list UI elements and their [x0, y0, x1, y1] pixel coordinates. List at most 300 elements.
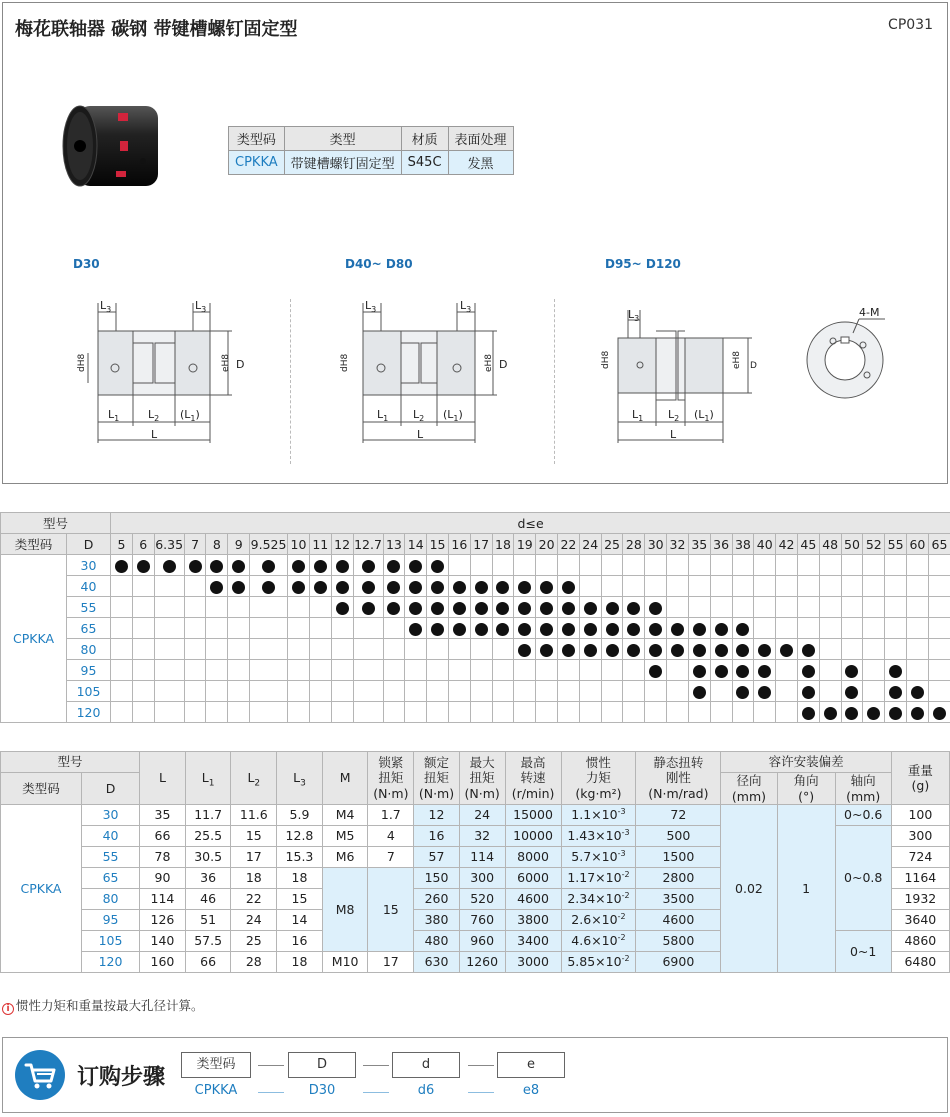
- bore-cell: [797, 618, 819, 639]
- bore-header-type: 类型码: [1, 534, 67, 555]
- bore-cell: [206, 618, 228, 639]
- bore-cell: [754, 639, 776, 660]
- bore-size-header: 45: [797, 534, 819, 555]
- bore-header-range: d≤e: [111, 513, 950, 534]
- dims-weight: 300: [891, 826, 949, 847]
- bore-cell: [206, 660, 228, 681]
- dims-max-torque: 760: [459, 910, 505, 931]
- order-value-d: D30: [308, 1083, 336, 1098]
- bore-cell: [154, 660, 184, 681]
- order-field-d[interactable]: D: [288, 1052, 356, 1078]
- dims-l: 78: [140, 847, 186, 868]
- dims-weight: 1164: [891, 868, 949, 889]
- bore-cell: [448, 555, 470, 576]
- available-mark: [387, 560, 400, 573]
- dims-max-speed: 15000: [505, 805, 561, 826]
- bore-cell: [184, 681, 206, 702]
- bore-cell: [111, 702, 133, 723]
- bore-cell: [885, 576, 907, 597]
- bore-cell: [623, 555, 645, 576]
- bore-cell: [331, 555, 353, 576]
- bore-cell: [154, 639, 184, 660]
- dash: [258, 1065, 284, 1066]
- bore-cell: [907, 702, 929, 723]
- available-mark: [758, 686, 771, 699]
- bore-cell: [688, 555, 710, 576]
- bore-cell: [797, 597, 819, 618]
- available-mark: [584, 623, 597, 636]
- dims-axial: 0~1: [835, 931, 891, 973]
- bore-cell: [623, 639, 645, 660]
- order-value-e-bore: e8: [522, 1083, 540, 1098]
- bore-cell: [470, 660, 492, 681]
- bore-cell: [819, 702, 841, 723]
- available-mark: [715, 665, 728, 678]
- bore-cell: [841, 660, 863, 681]
- bore-cell: [111, 681, 133, 702]
- bore-cell: [797, 702, 819, 723]
- bore-cell: [405, 639, 427, 660]
- order-title: 订购步骤: [77, 1065, 166, 1090]
- bore-cell: [645, 660, 667, 681]
- bore-cell: [427, 660, 449, 681]
- dims-l3: 5.9: [277, 805, 323, 826]
- available-mark: [933, 707, 946, 720]
- bore-cell: [383, 681, 405, 702]
- spec-header-finish: 表面处理: [448, 127, 513, 151]
- dimensions-table: [0, 751, 950, 973]
- available-mark: [606, 623, 619, 636]
- bore-cell: [184, 639, 206, 660]
- bore-cell: [754, 576, 776, 597]
- bore-cell: [184, 576, 206, 597]
- bore-cell: [383, 660, 405, 681]
- cart-icon: [15, 1050, 65, 1100]
- available-mark: [627, 644, 640, 657]
- order-field-type-code[interactable]: 类型码: [181, 1052, 251, 1078]
- dim-l3: $L_3$: [628, 308, 640, 323]
- bore-cell: [863, 618, 885, 639]
- available-mark: [693, 644, 706, 657]
- dim-bore-d: dH8: [77, 353, 87, 372]
- bore-cell: [228, 555, 250, 576]
- bore-cell: [710, 639, 732, 660]
- bore-size-header: 5: [111, 534, 133, 555]
- bore-cell: [206, 576, 228, 597]
- coupling-photo: [58, 101, 168, 191]
- table-row: [1, 702, 950, 723]
- available-mark: [584, 644, 597, 657]
- available-mark: [649, 665, 662, 678]
- bore-cell: [776, 597, 798, 618]
- bore-cell: [132, 639, 154, 660]
- order-value-type-code: CPKKA: [194, 1083, 238, 1098]
- available-mark: [693, 623, 706, 636]
- available-mark: [606, 602, 619, 615]
- bore-size-header: 12: [331, 534, 353, 555]
- bore-cell: [514, 597, 536, 618]
- dims-max-speed: 3000: [505, 952, 561, 973]
- bore-cell: [667, 576, 689, 597]
- available-mark: [292, 581, 305, 594]
- bore-cell: [819, 576, 841, 597]
- bore-cell: [492, 702, 514, 723]
- bore-size-header: 38: [732, 534, 754, 555]
- dims-l3: 14: [277, 910, 323, 931]
- bore-cell: [250, 555, 288, 576]
- available-mark: [758, 644, 771, 657]
- bore-cell: [184, 702, 206, 723]
- catalog-code: CP031: [888, 17, 933, 33]
- dims-rated-torque: 480: [414, 931, 460, 952]
- bore-cell: [492, 555, 514, 576]
- bore-size-header: 18: [492, 534, 514, 555]
- bore-cell: [776, 660, 798, 681]
- dims-inertia: $5.7\times 10^{-3}$: [561, 847, 636, 868]
- bore-cell: [184, 555, 206, 576]
- bore-cell: [928, 702, 950, 723]
- bore-cell: [250, 597, 288, 618]
- dims-header-rated: 额定 扭矩 (N·m): [414, 752, 460, 805]
- dims-header-tolerance: 容许安装偏差: [721, 752, 891, 773]
- bore-cell: [623, 618, 645, 639]
- dash: [468, 1092, 494, 1093]
- bore-cell: [514, 660, 536, 681]
- available-mark: [715, 644, 728, 657]
- available-mark: [671, 644, 684, 657]
- available-mark: [409, 581, 422, 594]
- bore-cell: [353, 576, 383, 597]
- bore-cell: [732, 702, 754, 723]
- bore-cell: [536, 555, 558, 576]
- dims-inertia: $4.6\times 10^{-2}$: [561, 931, 636, 952]
- available-mark: [649, 602, 662, 615]
- bore-cell: [250, 618, 288, 639]
- bore-cell: [710, 702, 732, 723]
- bore-cell: [819, 660, 841, 681]
- divider: [554, 299, 555, 464]
- bore-cell: [353, 639, 383, 660]
- available-mark: [518, 623, 531, 636]
- bore-cell: [288, 702, 310, 723]
- bore-cell: [228, 597, 250, 618]
- bore-size-header: 14: [405, 534, 427, 555]
- bore-cell: [132, 660, 154, 681]
- bore-cell: [819, 681, 841, 702]
- dims-outer-d: 40: [81, 826, 139, 847]
- bore-cell: [206, 681, 228, 702]
- dims-inertia: $1.43\times 10^{-3}$: [561, 826, 636, 847]
- bore-cell: [111, 639, 133, 660]
- bore-cell: [288, 576, 310, 597]
- bore-cell: [928, 639, 950, 660]
- available-mark: [845, 686, 858, 699]
- available-mark: [780, 644, 793, 657]
- dims-stiffness: 5800: [636, 931, 721, 952]
- bore-cell: [492, 618, 514, 639]
- bore-size-header: 28: [623, 534, 645, 555]
- spec-table: [228, 126, 514, 175]
- bore-cell: [645, 681, 667, 702]
- available-mark: [562, 581, 575, 594]
- available-mark: [518, 602, 531, 615]
- available-mark: [802, 644, 815, 657]
- bore-cell: [754, 681, 776, 702]
- drawing-end-view: [803, 303, 893, 403]
- bore-cell: [383, 555, 405, 576]
- bore-cell: [470, 576, 492, 597]
- bore-cell: [288, 681, 310, 702]
- bore-cell: [448, 681, 470, 702]
- available-mark: [453, 623, 466, 636]
- dims-l2: 28: [231, 952, 277, 973]
- dims-header-m: M: [322, 752, 368, 805]
- available-mark: [232, 560, 245, 573]
- order-field-d-bore[interactable]: d: [392, 1052, 460, 1078]
- available-mark: [736, 686, 749, 699]
- dims-max-torque: 32: [459, 826, 505, 847]
- bore-cell: [732, 639, 754, 660]
- bore-cell: [154, 576, 184, 597]
- bore-cell: [645, 597, 667, 618]
- dims-weight: 4860: [891, 931, 949, 952]
- bore-cell: [601, 597, 623, 618]
- available-mark: [845, 665, 858, 678]
- bore-cell: [331, 660, 353, 681]
- bore-cell: [448, 618, 470, 639]
- dims-header-axial: 轴向 (mm): [835, 773, 891, 805]
- dims-l2: 22: [231, 889, 277, 910]
- available-mark: [802, 686, 815, 699]
- available-mark: [431, 602, 444, 615]
- available-mark: [387, 602, 400, 615]
- dims-l1: 51: [185, 910, 231, 931]
- bore-size-header: 6.35: [154, 534, 184, 555]
- bore-cell: [732, 660, 754, 681]
- bore-cell: [732, 681, 754, 702]
- bore-cell: [514, 702, 536, 723]
- dims-l2: 17: [231, 847, 277, 868]
- bore-size-header: 16: [448, 534, 470, 555]
- bore-cell: [928, 597, 950, 618]
- bore-cell: [536, 597, 558, 618]
- bore-size-header: 8: [206, 534, 228, 555]
- bore-cell: [710, 681, 732, 702]
- bore-cell: [448, 702, 470, 723]
- bore-cell: [536, 576, 558, 597]
- bore-cell: [514, 555, 536, 576]
- drawing-d40-d80: [333, 298, 533, 448]
- bore-cell: [309, 681, 331, 702]
- dims-stiffness: 2800: [636, 868, 721, 889]
- bore-size-header: 48: [819, 534, 841, 555]
- bore-cell: [601, 702, 623, 723]
- dims-rated-torque: 150: [414, 868, 460, 889]
- bore-cell: [492, 660, 514, 681]
- bore-cell: [776, 702, 798, 723]
- bore-cell: [536, 639, 558, 660]
- bore-cell: [732, 576, 754, 597]
- dims-lock-torque: 4: [368, 826, 414, 847]
- dims-header-radial: 径向 (mm): [721, 773, 777, 805]
- available-mark: [693, 686, 706, 699]
- bore-cell: [331, 597, 353, 618]
- available-mark: [540, 602, 553, 615]
- bore-cell: [206, 639, 228, 660]
- dims-l1: 30.5: [185, 847, 231, 868]
- bore-size-header: 20: [536, 534, 558, 555]
- bore-size-header: 6: [132, 534, 154, 555]
- bore-cell: [470, 618, 492, 639]
- bore-cell: [732, 618, 754, 639]
- dim-l3: $L_3$: [365, 299, 377, 314]
- bore-cell: [309, 597, 331, 618]
- bore-cell: [250, 660, 288, 681]
- dims-outer-d: 80: [81, 889, 139, 910]
- bore-cell: [841, 597, 863, 618]
- dim-bore-e: eH8: [732, 350, 742, 369]
- bore-cell: [353, 597, 383, 618]
- bore-size-header: 40: [754, 534, 776, 555]
- dim-l2: $L_2$: [668, 408, 680, 423]
- dims-axial: 0~0.6: [835, 805, 891, 826]
- dims-rated-torque: 630: [414, 952, 460, 973]
- available-mark: [802, 707, 815, 720]
- dims-l3: 18: [277, 868, 323, 889]
- bore-size-header: 25: [601, 534, 623, 555]
- bore-size-header: 12.7: [353, 534, 383, 555]
- available-mark: [845, 707, 858, 720]
- bore-cell: [819, 555, 841, 576]
- dims-radial: 0.02: [721, 805, 777, 973]
- dims-outer-d: 120: [81, 952, 139, 973]
- dim-l1-paren: $(L_1)$: [443, 408, 463, 423]
- bore-cell: [154, 618, 184, 639]
- available-mark: [262, 581, 275, 594]
- bore-cell: [928, 660, 950, 681]
- dims-l2: 24: [231, 910, 277, 931]
- dims-inertia: $1.1\times 10^{-3}$: [561, 805, 636, 826]
- bore-cell: [154, 597, 184, 618]
- bore-cell: [928, 576, 950, 597]
- available-mark: [210, 560, 223, 573]
- dims-lock-torque: 17: [368, 952, 414, 973]
- bore-cell: [841, 639, 863, 660]
- bore-cell: [111, 555, 133, 576]
- available-mark: [518, 644, 531, 657]
- bore-cell: [885, 618, 907, 639]
- available-mark: [540, 623, 553, 636]
- bore-cell: [841, 555, 863, 576]
- order-steps-panel: [2, 1037, 948, 1113]
- dims-max-torque: 520: [459, 889, 505, 910]
- bore-cell: [710, 597, 732, 618]
- bore-cell: [353, 555, 383, 576]
- dims-m: M10: [322, 952, 368, 973]
- spec-type-code: CPKKA: [229, 151, 285, 175]
- bore-cell: [667, 618, 689, 639]
- bore-diameter-table: [0, 512, 950, 723]
- dims-inertia: $2.6\times 10^{-2}$: [561, 910, 636, 931]
- available-mark: [736, 644, 749, 657]
- bore-cell: [907, 555, 929, 576]
- dims-l1: 57.5: [185, 931, 231, 952]
- dims-header-lock: 锁紧 扭矩 (N·m): [368, 752, 414, 805]
- dims-weight: 3640: [891, 910, 949, 931]
- bore-size-header: 13: [383, 534, 405, 555]
- available-mark: [336, 560, 349, 573]
- dims-l: 66: [140, 826, 186, 847]
- bore-cell: [579, 681, 601, 702]
- available-mark: [736, 665, 749, 678]
- available-mark: [453, 581, 466, 594]
- dim-l1: $L_1$: [377, 408, 389, 423]
- dims-header-weight: 重量 (g): [891, 752, 949, 805]
- bore-cell: [885, 555, 907, 576]
- bore-cell: [331, 639, 353, 660]
- available-mark: [540, 581, 553, 594]
- bore-size-header: 19: [514, 534, 536, 555]
- available-mark: [431, 581, 444, 594]
- bore-outer-d: 30: [67, 555, 111, 576]
- dims-weight: 1932: [891, 889, 949, 910]
- table-row: [1, 805, 950, 826]
- dims-inertia: $1.17\times 10^{-2}$: [561, 868, 636, 889]
- bore-cell: [907, 576, 929, 597]
- dims-header-l2: $L_2$: [231, 752, 277, 805]
- available-mark: [802, 665, 815, 678]
- bore-cell: [601, 555, 623, 576]
- bore-cell: [405, 681, 427, 702]
- dims-outer-d: 105: [81, 931, 139, 952]
- bore-cell: [448, 576, 470, 597]
- available-mark: [210, 581, 223, 594]
- bore-cell: [353, 681, 383, 702]
- dims-rated-torque: 12: [414, 805, 460, 826]
- bore-cell: [579, 660, 601, 681]
- bore-cell: [601, 618, 623, 639]
- bore-cell: [111, 597, 133, 618]
- bore-cell: [383, 639, 405, 660]
- bore-cell: [645, 702, 667, 723]
- bore-size-header: 60: [907, 534, 929, 555]
- dim-l1: $L_1$: [108, 408, 120, 423]
- order-field-e-bore[interactable]: e: [497, 1052, 565, 1078]
- bore-cell: [228, 702, 250, 723]
- bore-cell: [645, 639, 667, 660]
- bore-cell: [579, 702, 601, 723]
- dash: [468, 1065, 494, 1066]
- bore-header-model: 型号: [1, 513, 111, 534]
- bore-cell: [907, 618, 929, 639]
- bore-cell: [427, 597, 449, 618]
- bore-size-header: 36: [710, 534, 732, 555]
- available-mark: [889, 707, 902, 720]
- dims-l1: 11.7: [185, 805, 231, 826]
- dims-l1: 36: [185, 868, 231, 889]
- bore-cell: [427, 702, 449, 723]
- available-mark: [475, 602, 488, 615]
- bore-cell: [688, 660, 710, 681]
- available-mark: [649, 644, 662, 657]
- bore-cell: [331, 681, 353, 702]
- available-mark: [362, 560, 375, 573]
- bore-cell: [732, 597, 754, 618]
- bore-cell: [667, 660, 689, 681]
- dims-inertia: $2.34\times 10^{-2}$: [561, 889, 636, 910]
- available-mark: [911, 707, 924, 720]
- dims-max-torque: 24: [459, 805, 505, 826]
